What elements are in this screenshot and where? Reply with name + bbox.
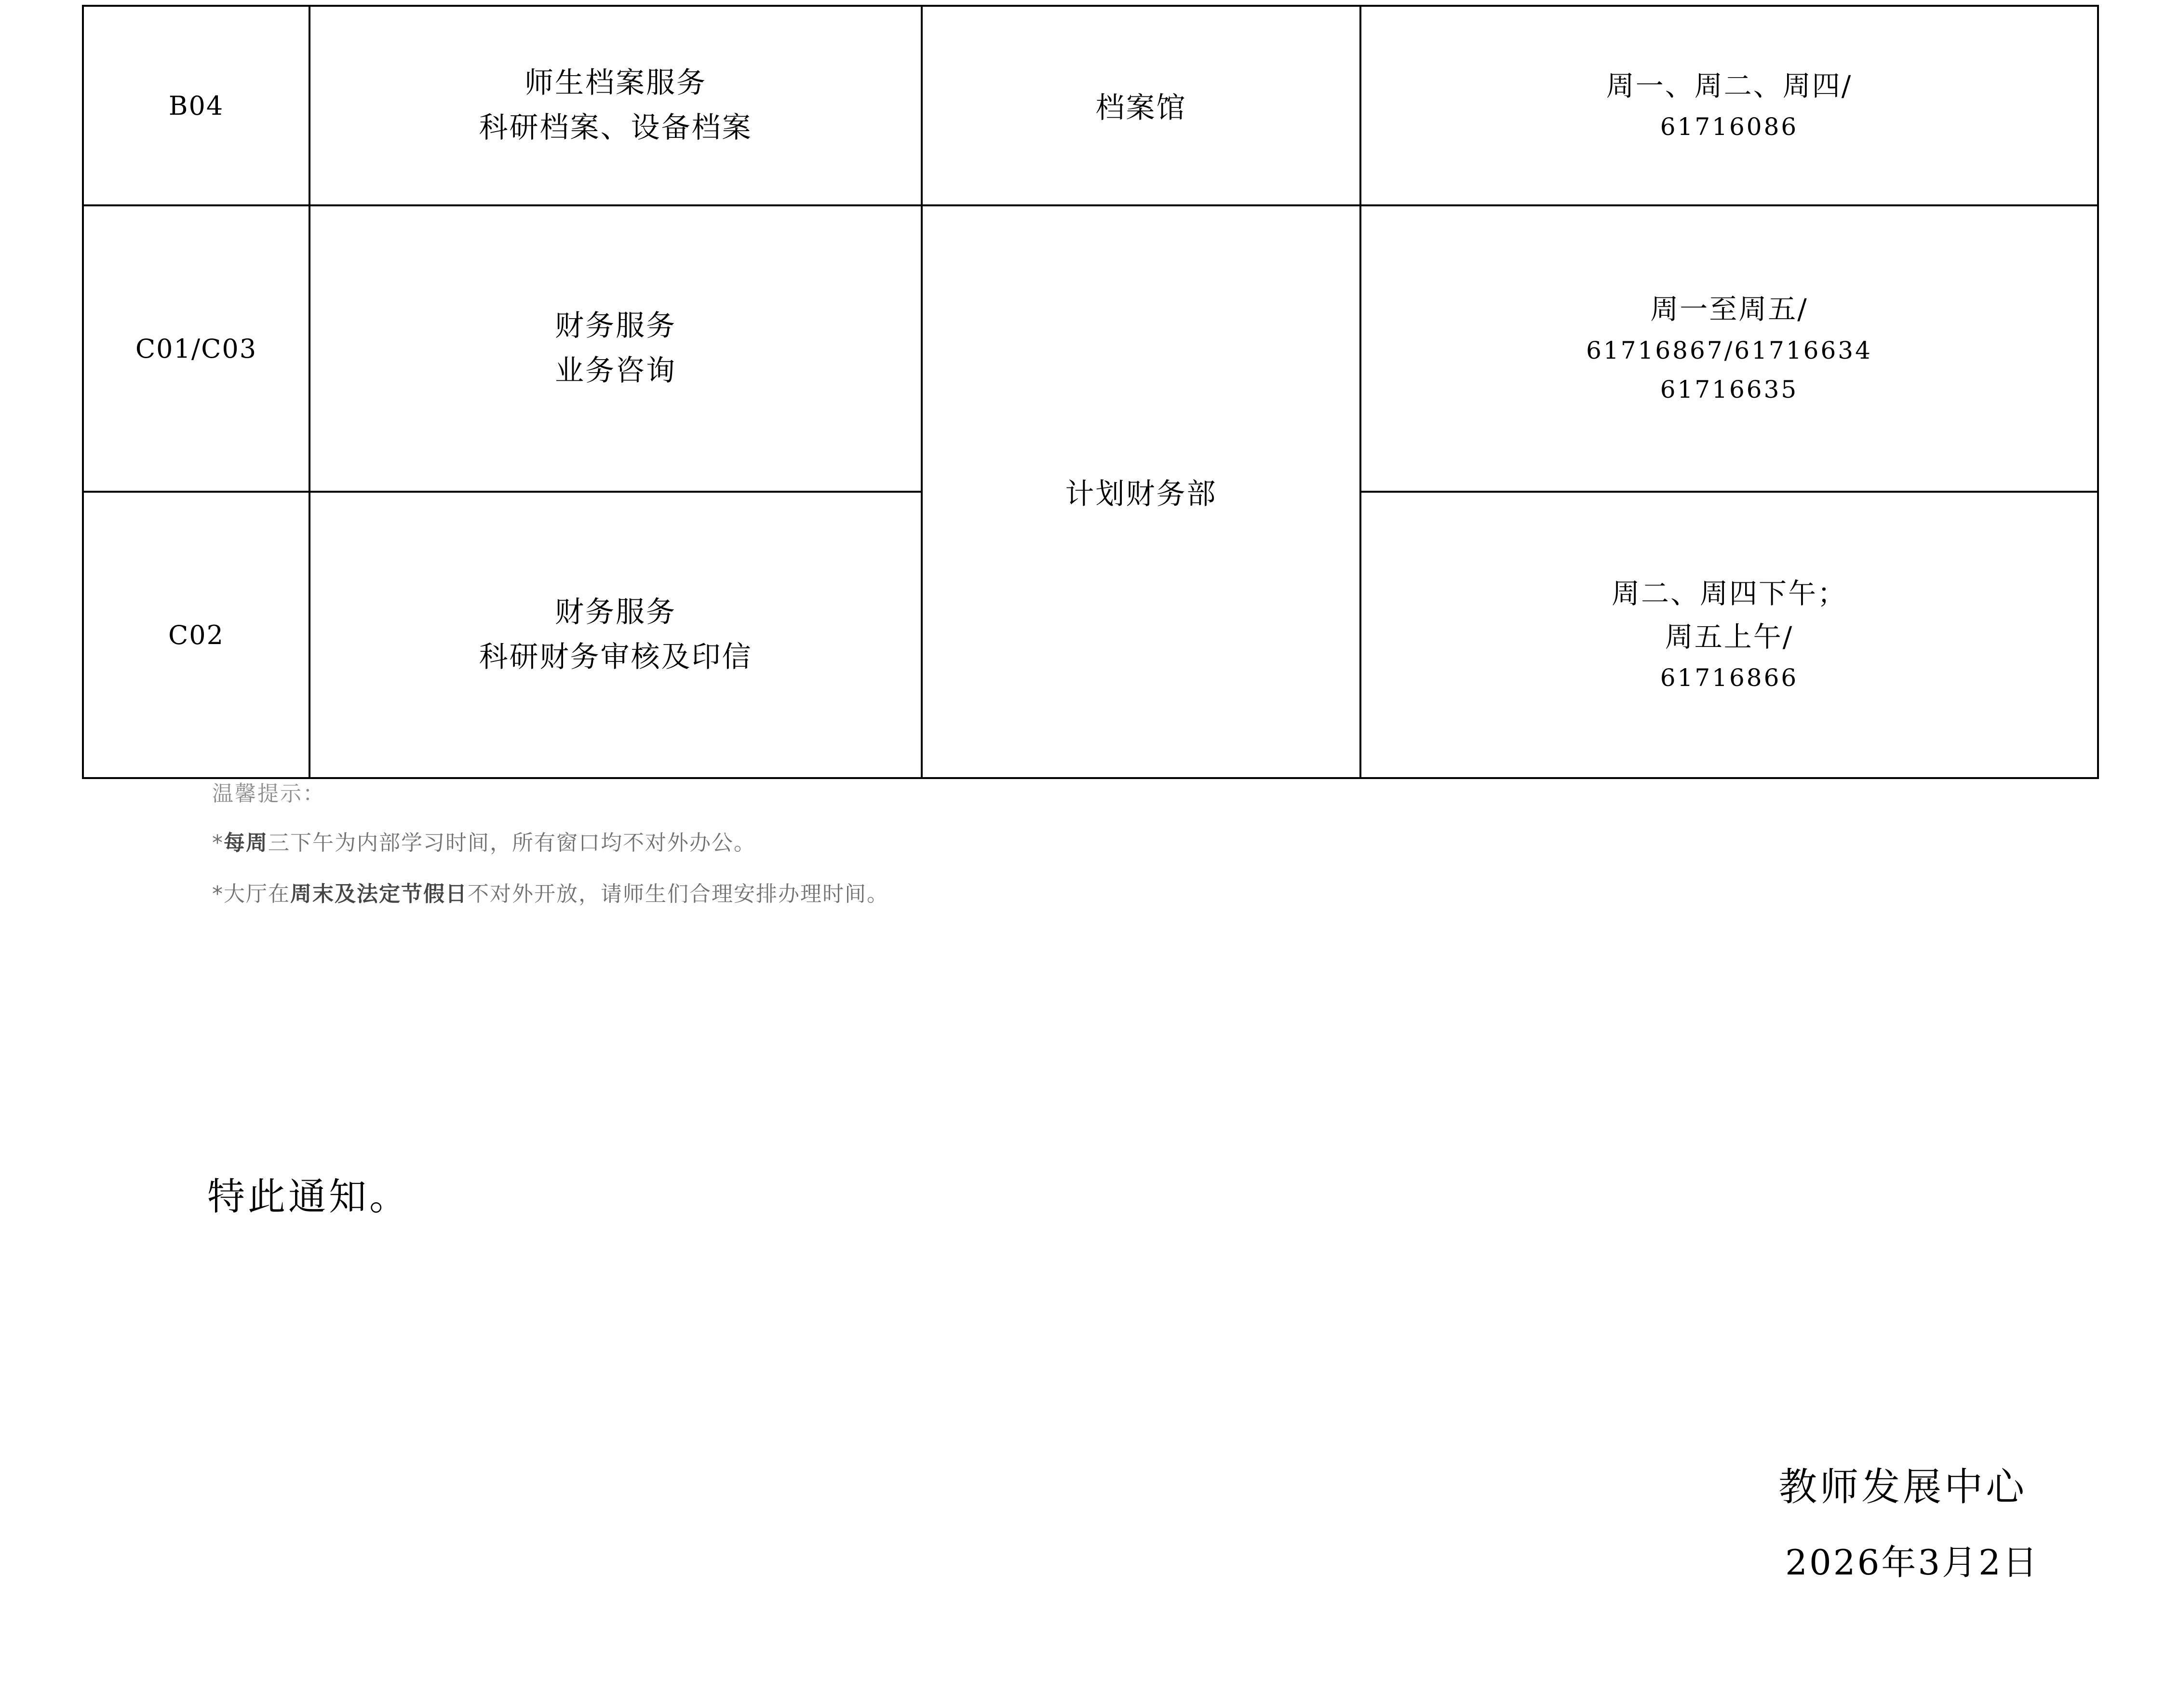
- tip-text: 不对外开放，请师生们合理安排办理时间。: [468, 882, 889, 906]
- service-line: 业务咨询: [555, 354, 676, 388]
- window-code-cell: [83, 205, 309, 492]
- service-cell: [309, 205, 922, 492]
- tip-item: [212, 876, 1948, 907]
- service-line: 科研档案、设备档案: [479, 111, 753, 145]
- phone-line: 61716086: [1660, 113, 1799, 141]
- service-cell: [309, 492, 922, 778]
- signature-organization: 教师发展中心: [1778, 1465, 2028, 1509]
- schedule-line: 周一至周五/: [1650, 293, 1808, 326]
- window-code: B04: [168, 90, 224, 121]
- department-name: 档案馆: [1095, 91, 1187, 125]
- service-cell: [309, 6, 922, 205]
- service-line: 师生档案服务: [525, 66, 707, 100]
- schedule-line: 周一、周二、周四/: [1606, 69, 1853, 102]
- table-row: [83, 6, 2098, 205]
- schedule-cell: [1360, 6, 2098, 205]
- tip-text-lead: 大厅在: [224, 882, 290, 906]
- window-code: C01/C03: [135, 333, 257, 364]
- tips-title: 温馨提示：: [212, 781, 325, 806]
- service-line: 科研财务审核及印信: [479, 640, 753, 674]
- tip-emphasis: 每周: [224, 831, 268, 855]
- tip-emphasis: 周末及法定节假日: [290, 882, 468, 906]
- tip-item: [212, 825, 1948, 856]
- schedule-line: 周五上午/: [1665, 620, 1794, 653]
- service-line: 财务服务: [555, 595, 676, 629]
- tip-bullet: *: [212, 831, 224, 855]
- department-cell: [922, 6, 1360, 205]
- signature-date: 2026年3月2日: [1785, 1542, 2039, 1583]
- window-code-cell: [83, 6, 309, 205]
- signature-block: [1778, 1456, 2039, 1585]
- tips-section: [212, 776, 1948, 928]
- phone-line: 61716635: [1660, 375, 1799, 403]
- schedule-cell: [1360, 492, 2098, 778]
- department-name: 计划财务部: [1065, 477, 1217, 511]
- department-cell: [922, 205, 1360, 778]
- table-row: [83, 205, 2098, 492]
- schedule-cell: [1360, 205, 2098, 492]
- tip-text: 三下午为内部学习时间，所有窗口均不对外办公。: [268, 831, 756, 855]
- tip-bullet: *: [212, 882, 224, 906]
- phone-line: 61716867/61716634: [1586, 336, 1872, 364]
- service-line: 财务服务: [555, 309, 676, 343]
- window-code: C02: [168, 619, 225, 650]
- service-window-table: [82, 5, 2099, 779]
- closing-statement: 特此通知。: [207, 1175, 410, 1219]
- schedule-line: 周二、周四下午；: [1611, 577, 1847, 610]
- window-code-cell: [83, 492, 309, 778]
- phone-line: 61716866: [1660, 664, 1799, 692]
- service-window-table-wrapper: [82, 5, 2097, 779]
